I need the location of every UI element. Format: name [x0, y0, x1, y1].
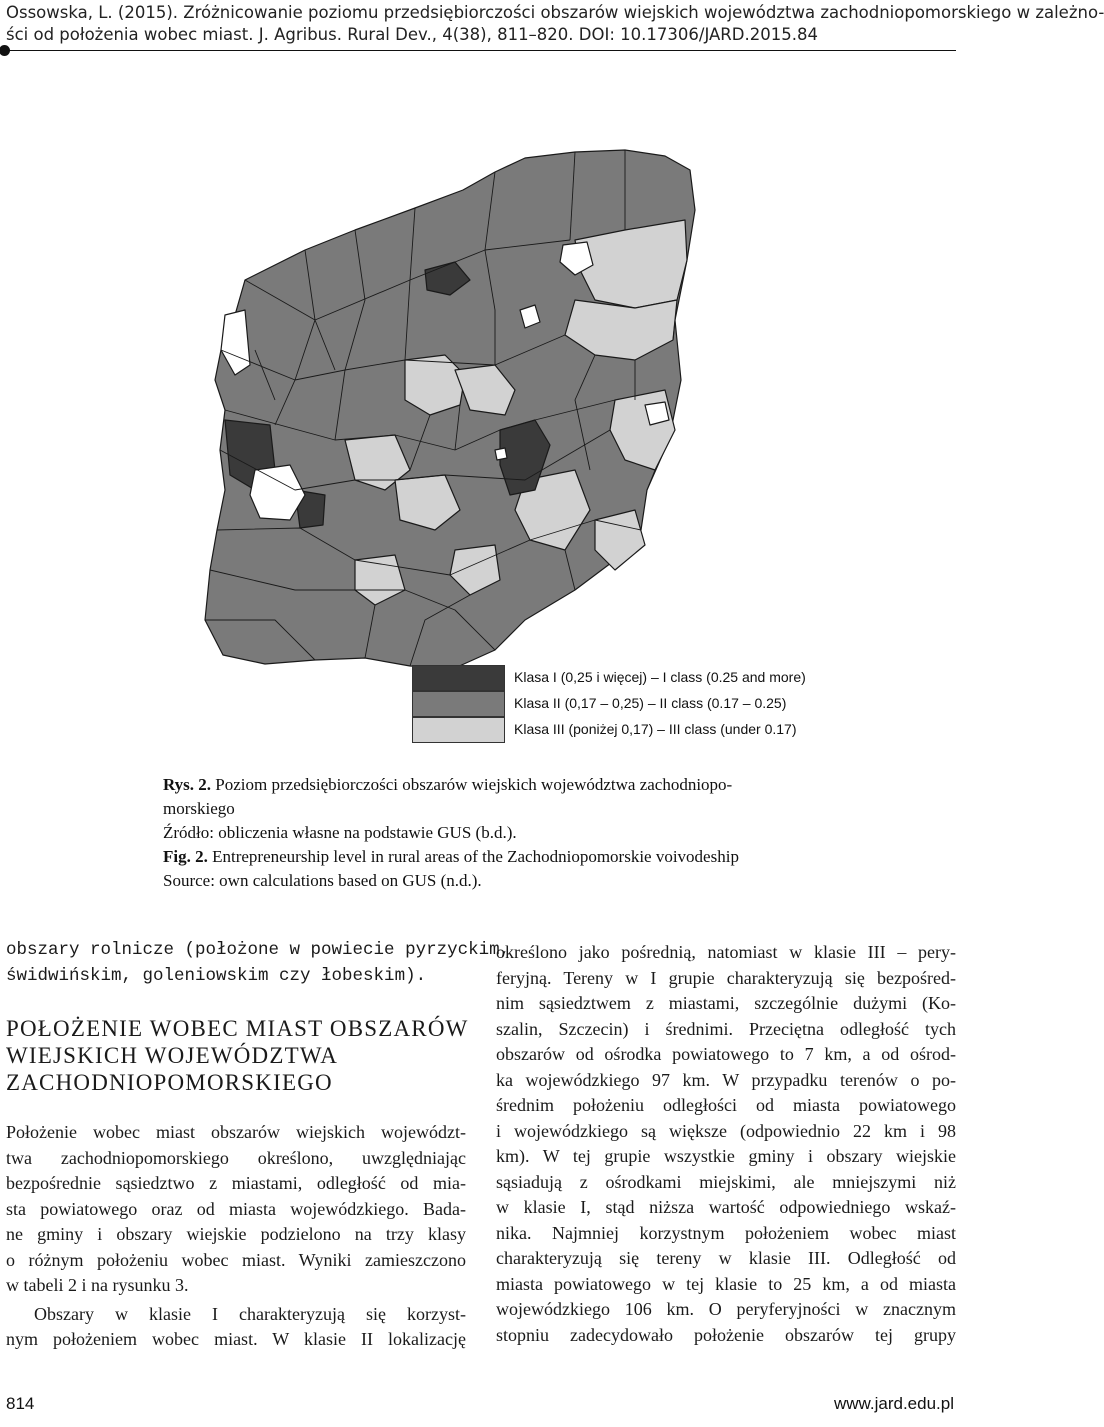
- legend-item-class1: [412, 665, 812, 691]
- right-line-14: miasta powiatowego w tej klasie to 25 km, a od miasta: [496, 1273, 956, 1294]
- map-svg: [195, 150, 710, 670]
- legend-label-class1: Klasa I (0,25 i więcej) – I class (0.25 and more): [514, 669, 806, 685]
- section-heading-line-3: ZACHODNIOPOMORSKIEGO: [6, 1070, 333, 1095]
- choropleth-map: [195, 150, 710, 670]
- right-line-13: charakteryzują się tereny w klasie III. Odległość od: [496, 1248, 956, 1268]
- p2-line-2: nym położeniem wobec miast. W klasie II lokalizację: [6, 1329, 466, 1349]
- header-citation-line-1: Ossowska, L. (2015). Zróżnicowanie poziomu przedsiębiorczości obszarów wiejskich województwa zachodniopomorskiego w zależno-: [6, 3, 1104, 22]
- p1-line-4: sta powiatowego oraz od miasta wojewódzkiego. Bada-: [6, 1198, 466, 1219]
- header-citation-line-2: ści od położenia wobec miast. J. Agribus. Rural Dev., 4(38), 811–820. DOI: 10.17306/JARD.2015.84: [6, 25, 818, 44]
- header-bullet-dot: [0, 45, 10, 56]
- legend-item-class2: [412, 691, 812, 717]
- left-column: [6, 938, 511, 1353]
- right-column: [496, 940, 956, 1348]
- journal-website: www.jard.edu.pl: [833, 1394, 954, 1413]
- caption-rys-text-1: Poziom przedsiębiorczości obszarów wiejskich województwa zachodniopo-: [211, 775, 733, 794]
- p1-line-2: twa zachodniopomorskiego określono, uwzględniając: [6, 1147, 466, 1168]
- section-heading: [6, 1015, 469, 1096]
- page-number: 814: [6, 1394, 35, 1413]
- header-divider: [4, 50, 956, 51]
- legend-label-class3: Klasa III (poniżej 0,17) – III class (under 0.17): [514, 721, 797, 737]
- map-legend: [412, 665, 812, 743]
- right-line-5: obszarów od ośrodka powiatowego to 7 km, a od ośrod-: [496, 1044, 956, 1064]
- right-line-7: średnim położeniu odległości od miasta powiatowego: [496, 1095, 956, 1115]
- caption-source-pl: Źródło: obliczenia własne na podstawie GUS (b.d.).: [163, 823, 517, 842]
- right-line-10: sąsiadują z ośrodkami miejskimi, ale mniejszymi niż: [496, 1171, 956, 1192]
- caption-rys-label: Rys. 2.: [163, 775, 212, 794]
- legend-label-class2: Klasa II (0,17 – 0,25) – II class (0.17 – 0.25): [514, 695, 787, 711]
- right-line-9: km). W tej grupie wszystkie gminy i obszary wiejskie: [496, 1146, 956, 1166]
- section-heading-line-2: WIEJSKICH WOJEWÓDZTWA: [6, 1043, 339, 1068]
- right-line-4: szalin, Szczecin) i średnimi. Przeciętna odległość tych: [496, 1018, 956, 1039]
- p1-line-6: o różnym położeniu wobec miast. Wyniki zamieszczono: [6, 1249, 466, 1270]
- right-line-1: określono jako pośrednią, natomiast w klasie III – pery-: [496, 942, 956, 962]
- caption-source-en: Source: own calculations based on GUS (n.d.).: [163, 871, 482, 890]
- caption-rys-line-1: [163, 773, 843, 797]
- right-line-12: nika. Najmniej korzystnym położeniem wobec miast: [496, 1222, 956, 1243]
- intro-paragraph: [6, 938, 511, 989]
- right-line-3: nim sąsiedztwem z miastami, szczególnie dużymi (Ko-: [496, 993, 956, 1013]
- right-line-16: stopniu zadecydowało położenie obszarów tej grupy: [496, 1324, 956, 1345]
- caption-fig-label: Fig. 2.: [163, 847, 208, 866]
- caption-rys-line-2: morskiego: [163, 799, 235, 818]
- p1-line-7: w tabeli 2 i na rysunku 3.: [6, 1275, 189, 1295]
- legend-swatch-class1: [412, 665, 505, 691]
- caption-fig-text: Entrepreneurship level in rural areas of the Zachodniopomorskie voivodeship: [207, 847, 739, 866]
- legend-swatch-class3: [412, 717, 505, 743]
- city-small-1: [495, 448, 507, 460]
- p2-line-1: Obszary w klasie I charakteryzują się korzyst-: [34, 1303, 466, 1324]
- right-line-11: w klasie I, stąd niższa wartość odpowiedniego wskaź-: [496, 1197, 956, 1217]
- legend-swatch-class2: [412, 691, 505, 717]
- figure-caption: [163, 773, 843, 893]
- paragraph-2: [6, 1302, 466, 1353]
- section-heading-line-1: POŁOŻENIE WOBEC MIAST OBSZARÓW: [6, 1016, 469, 1041]
- right-line-15: wojewódzkiego 106 km. O peryferyjności w znacznym: [496, 1299, 956, 1319]
- right-line-8: i wojewódzkiego są większe (odpowiednio 22 km i 98: [496, 1120, 956, 1141]
- right-line-6: ka wojewódzkiego 97 km. W przypadku terenów o po-: [496, 1069, 956, 1090]
- paragraph-1: [6, 1120, 466, 1299]
- intro-line-1: obszary rolnicze (położone w powiecie pyrzyckim,: [6, 940, 511, 960]
- intro-line-2: świdwińskim, goleniowskim czy łobeskim).: [6, 965, 427, 986]
- p1-line-3: bezpośrednie sąsiedztwo z miastami, odległość od mia-: [6, 1173, 466, 1193]
- legend-item-class3: [412, 717, 812, 743]
- right-line-2: feryjną. Tereny w I grupie charakteryzują się bezpośred-: [496, 967, 956, 988]
- running-header: [6, 2, 1104, 46]
- p1-line-5: ne gminy i obszary wiejskie podzielono na trzy klasy: [6, 1224, 466, 1244]
- city-szczecinek: [645, 402, 669, 425]
- caption-fig-line: [163, 845, 843, 869]
- p1-line-1: Położenie wobec miast obszarów wiejskich województ-: [6, 1122, 466, 1142]
